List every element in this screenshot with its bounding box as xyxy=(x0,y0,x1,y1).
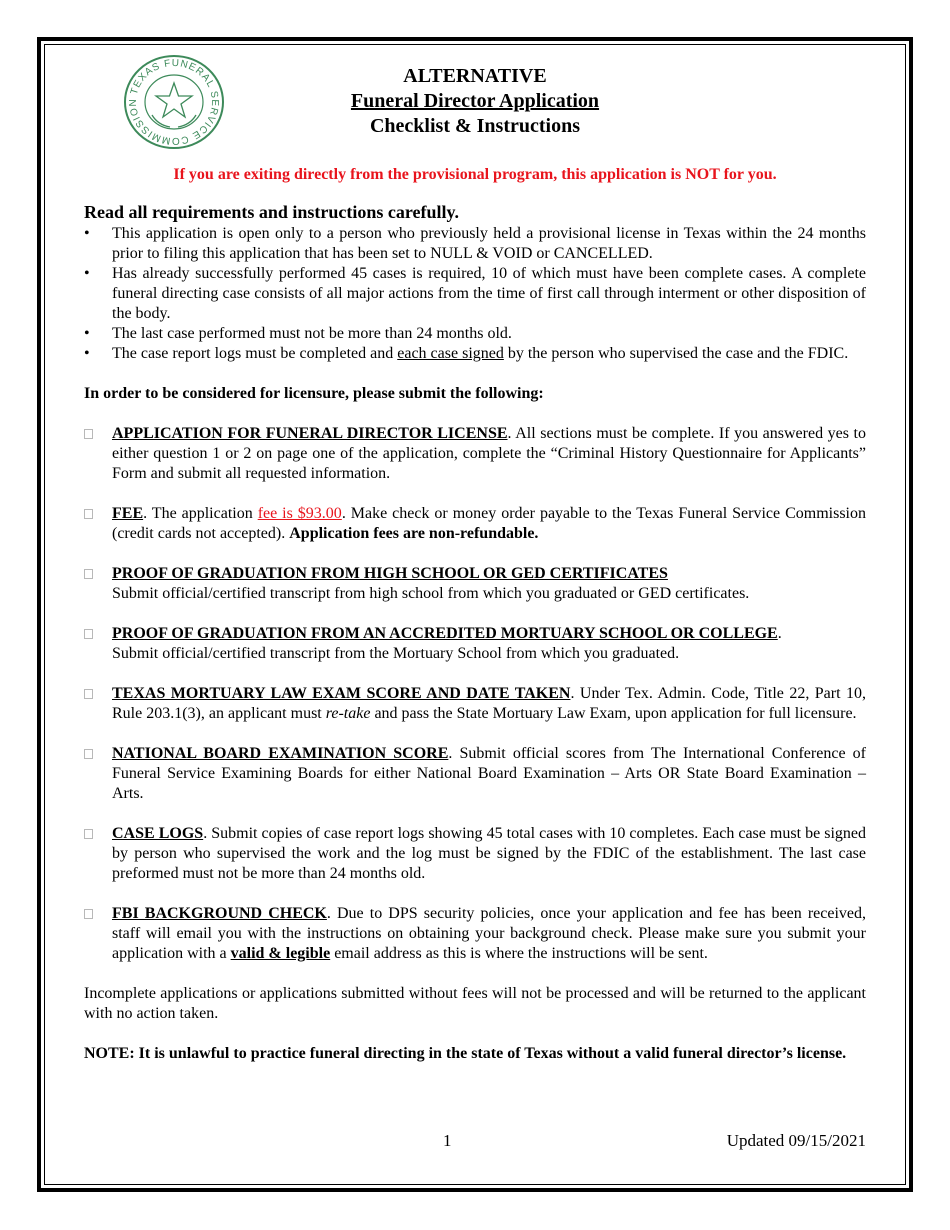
checklist-item-law-exam: TEXAS MORTUARY LAW EXAM SCORE AND DATE TAKEN. Under Tex. Admin. Code, Title 22, Part 10, Rule 203.1(3), an applicant must re-take and pass the State Mortuary Law Exam, upon application for full licensure. xyxy=(84,684,866,724)
bullet-icon: • xyxy=(84,345,90,362)
list-item: • Has already successfully performed 45 cases is required, 10 of which must have been complete cases. A complete funeral directing case consists of all major actions from the time of first call through interment or other disposition of the body. xyxy=(84,265,866,322)
legal-note: NOTE: It is unlawful to practice funeral directing in the state of Texas without a valid funeral director’s license. xyxy=(84,1045,847,1062)
checkbox[interactable] xyxy=(84,509,93,519)
provisional-warning: If you are exiting directly from the provisional program, this application is NOT for you. xyxy=(173,166,777,183)
checklist-item-high-school: PROOF OF GRADUATION FROM HIGH SCHOOL OR GED CERTIFICATES Submit official/certified transcript from high school from which you graduated or GED certificates. xyxy=(84,564,866,604)
checkbox[interactable] xyxy=(84,429,93,439)
title-line-2: Funeral Director Application xyxy=(350,90,600,112)
checklist-item-application: APPLICATION FOR FUNERAL DIRECTOR LICENSE. All sections must be complete. If you answered yes to either question 1 or 2 on page one of the application, complete the “Criminal History Questionnaire for Applicants” Form and submit all requested information. xyxy=(84,424,866,484)
checkbox[interactable] xyxy=(84,689,93,699)
checklist-item-fee: FEE. The application fee is $93.00. Make check or money order payable to the Texas Funeral Service Commission (credit cards not accepted). Application fees are non-refundable. xyxy=(84,504,866,544)
checkbox[interactable] xyxy=(84,629,93,639)
page-number: 1 xyxy=(443,1131,452,1150)
bullet-icon: • xyxy=(84,225,90,242)
bullet-icon: • xyxy=(84,325,90,342)
list-item: • The case report logs must be completed and each case signed by the person who supervised the case and the FDIC. xyxy=(84,345,849,362)
updated-date: Updated 09/15/2021 xyxy=(726,1131,866,1150)
submission-heading: In order to be considered for licensure, please submit the following: xyxy=(84,385,544,402)
checkbox[interactable] xyxy=(84,569,93,579)
requirements-list xyxy=(84,224,866,364)
checklist-item-fbi-check: FBI BACKGROUND CHECK. Due to DPS security policies, once your application and fee has been received, staff will email you with the instructions on obtaining your background check. Please make sure you submit your application with a valid & legible email address as this is where the instructions will be sent. xyxy=(84,904,866,964)
checkbox[interactable] xyxy=(84,749,93,759)
incomplete-notice: Incomplete applications or applications submitted without fees will not be processed and will be returned to the applicant with no action taken. xyxy=(84,985,866,1022)
document-title xyxy=(300,64,650,139)
checklist xyxy=(84,424,866,964)
commission-seal-icon xyxy=(122,53,226,151)
title-line-1: ALTERNATIVE xyxy=(403,65,547,87)
star-icon xyxy=(156,83,192,117)
checkbox[interactable] xyxy=(84,829,93,839)
bullet-icon: • xyxy=(84,265,90,282)
checklist-item-mortuary-school: PROOF OF GRADUATION FROM AN ACCREDITED MORTUARY SCHOOL OR COLLEGE. Submit official/certified transcript from the Mortuary School from which you graduated. xyxy=(84,624,866,664)
main-content xyxy=(84,201,866,1064)
list-item: • The last case performed must not be more than 24 months old. xyxy=(84,325,512,342)
list-item: • This application is open only to a person who previously held a provisional license in Texas within the 24 months prior to filing this application that has been set to NULL & VOID or CANCELLED. xyxy=(84,225,866,262)
checklist-item-case-logs: CASE LOGS. Submit copies of case report logs showing 45 total cases with 10 completes. Each case must be signed by person who supervised the work and the log must be signed by the FDIC of the establishment. The last case preformed must not be more than 24 months old. xyxy=(84,824,866,884)
requirements-heading: Read all requirements and instructions carefully. xyxy=(84,202,460,222)
fee-amount: fee is $93.00 xyxy=(257,505,342,522)
checklist-item-national-board: NATIONAL BOARD EXAMINATION SCORE. Submit official scores from The International Conference of Funeral Service Examining Boards for either National Board Examination – Arts OR State Board Examination – Arts. xyxy=(84,744,866,804)
checkbox[interactable] xyxy=(84,909,93,919)
seal-text: TEXAS FUNERAL SERVICE COMMISSION xyxy=(127,57,221,147)
title-line-3: Checklist & Instructions xyxy=(369,115,580,137)
